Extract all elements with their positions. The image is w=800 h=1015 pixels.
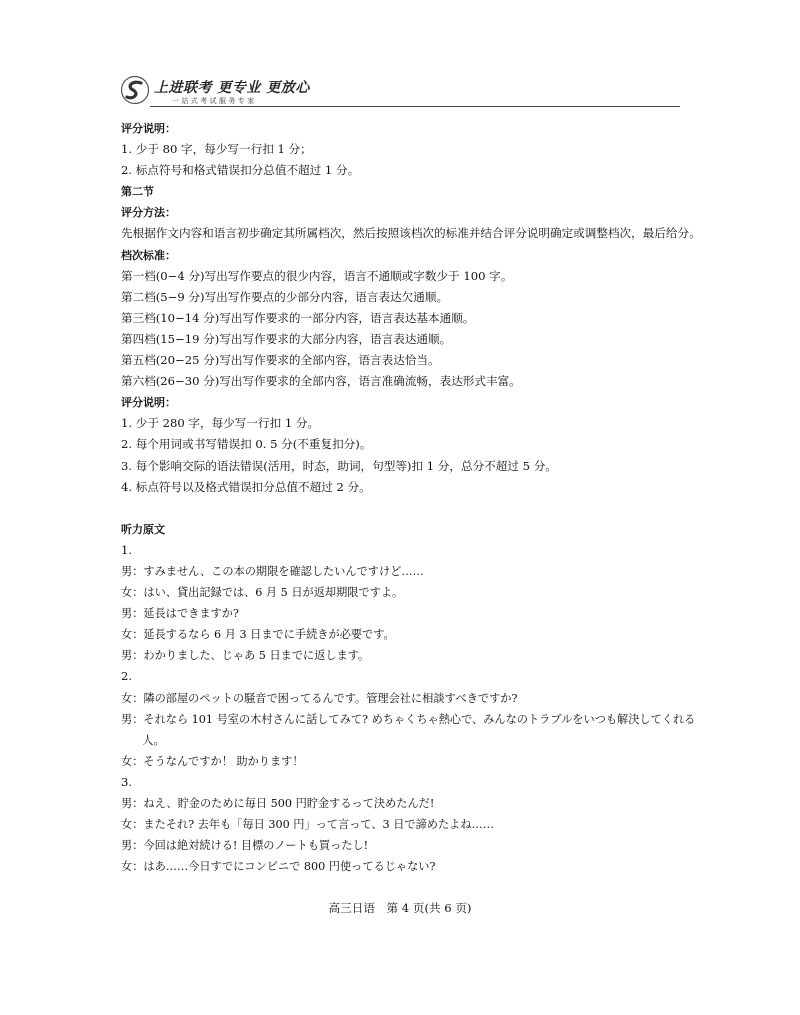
header-divider — [150, 106, 680, 107]
level-item: 第五档(20−25 分)写出写作要求的全部内容，语言表达恰当。 — [121, 353, 440, 368]
dialogue-line: 女：はい、貸出記録では、6 月 5 日が返却期限ですよ。 — [121, 586, 404, 600]
page-footer: 高三日语 第 4 页(共 6 页) — [328, 901, 472, 915]
dialogue-line: 男：すみません、この本の期限を確認したいんですけど…… — [121, 564, 424, 578]
dialogue-number: 3. — [121, 774, 133, 789]
page-header — [120, 75, 680, 111]
scoring-note: 1. 少于 280 字，每少写一行扣 1 分。 — [121, 416, 320, 431]
dialogue-line: 女：隣の部屋のペットの騒音で困ってるんです。管理会社に相談すべきですか? — [121, 691, 518, 705]
scoring-notes-heading: 评分说明： — [121, 122, 176, 135]
scoring-note: 4. 标点符号以及格式错误扣分总值不超过 2 分。 — [121, 479, 371, 494]
scoring-notes-heading: 评分说明： — [121, 396, 176, 410]
dialogue-line: 女：そうなんですか！ 助かります！ — [121, 754, 304, 768]
dialogue-line: 男：ねえ、貯金のために毎日 500 円貯金するって決めたんだ! — [121, 797, 435, 810]
dialogue-line: 女：延長するなら 6 月 3 日までに手続きが必要です。 — [121, 628, 395, 642]
level-item: 第六档(26−30 分)写出写作要求的全部内容，语言准确流畅，表达形式丰富。 — [121, 374, 521, 389]
brand-subtitle: 一站式考试服务专家 — [172, 97, 257, 105]
brand-title: 上进联考 更专业 更放心 — [154, 80, 310, 96]
dialogue-line: 女：またそれ? 去年も「毎日 300 円」って言って、3 日で諦めたよね…… — [121, 818, 494, 832]
listening-heading: 听力原文 — [121, 522, 165, 536]
dialogue-line: 男：今回は絶対続ける! 目標のノートも買ったし! — [121, 839, 369, 853]
method-text: 先根据作文内容和语言初步确定其所属档次，然后按照该档次的标准并结合评分说明确定或调整档次，最后给分。 — [121, 226, 701, 241]
section-heading: 第二节 — [121, 185, 154, 199]
dialogue-line: 男：延長はできますか? — [121, 607, 239, 621]
scoring-note: 3. 每个影响交际的语法错误(活用，时态，助词，句型等)扣 1 分，总分不超过 5 分。 — [121, 458, 557, 473]
levels-heading: 档次标准： — [121, 248, 176, 262]
swirl-s-logo-icon — [120, 75, 150, 105]
scoring-note: 1. 少于 80 字，每少写一行扣 1 分； — [121, 142, 312, 157]
scoring-note: 2. 每个用词或书写错误扣 0. 5 分(不重复扣分)。 — [121, 437, 372, 452]
level-item: 第四档(15−19 分)写出写作要求的大部分内容，语言表达通顺。 — [121, 331, 452, 346]
dialogue-number: 2. — [121, 669, 133, 684]
dialogue-number: 1. — [121, 542, 133, 557]
document-body — [121, 118, 701, 877]
spacer — [121, 498, 701, 519]
dialogue-line: 女：はあ……今日すでにコンビニで 800 円使ってるじゃない? — [121, 860, 436, 874]
level-item: 第一档(0−4 分)写出写作要点的很少内容，语言不通顺或字数少于 100 字。 — [121, 268, 513, 283]
scoring-note: 2. 标点符号和格式错误扣分总值不超过 1 分。 — [121, 163, 360, 178]
method-heading: 评分方法： — [121, 206, 176, 220]
level-item: 第二档(5−9 分)写出写作要点的少部分内容，语言表达欠通顺。 — [121, 289, 449, 304]
dialogue-line: 男：それなら 101 号室の木村さんに話してみて? めちゃくちゃ熱心で、みんなのトラブルをいつも解決してくれる人。 — [121, 712, 696, 747]
dialogue-line: 男：わかりました、じゃあ 5 日までに返します。 — [121, 649, 370, 663]
level-item: 第三档(10−14 分)写出写作要求的一部分内容，语言表达基本通顺。 — [121, 310, 475, 325]
